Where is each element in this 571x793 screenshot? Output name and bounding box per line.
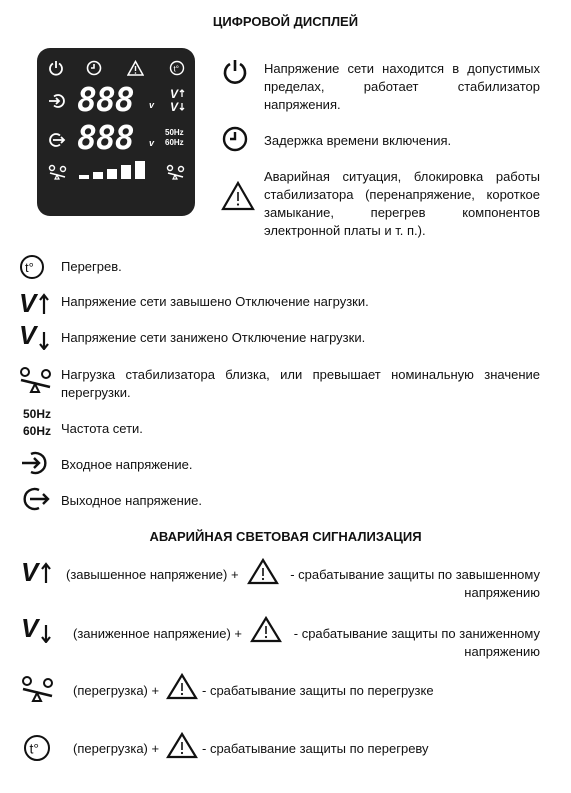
alarm-2-suffix: - срабатывание защиты по заниженному напряжению xyxy=(293,626,540,659)
lcd-unit-bottom: v xyxy=(149,138,155,148)
lcd-digits-bottom: 888 xyxy=(77,118,134,157)
svg-text:t°: t° xyxy=(29,740,39,757)
alarm-1-suffix: - срабатывание защиты по завышенному напряжению xyxy=(290,567,540,600)
lcd-display xyxy=(37,48,195,216)
voltage-down-icon xyxy=(21,615,53,643)
list-item-output-voltage: Выходное напряжение. xyxy=(61,493,202,508)
warning-icon xyxy=(166,673,198,700)
warning-icon xyxy=(250,616,282,643)
load-bar-3 xyxy=(107,169,117,179)
svg-text:V: V xyxy=(170,100,179,113)
voltage-up-icon xyxy=(21,557,53,585)
thermometer-icon xyxy=(169,60,185,76)
input-icon xyxy=(48,93,66,109)
thermometer-icon xyxy=(23,734,51,762)
alarm-3-suffix: - срабатывание защиты по перегрузке xyxy=(202,683,434,698)
right-item-2-text: Задержка времени включения. xyxy=(264,133,452,148)
voltage-up-down-icon xyxy=(170,87,186,113)
warning-icon xyxy=(166,732,198,759)
power-icon xyxy=(48,60,64,76)
right-item-3-text: Аварийная ситуация, блокировка работы стабилизатора (перенапряжение, короткое замыкание, перегрев компонентов электронной платы и т. п.). xyxy=(264,169,540,238)
hz-60-label: 60Hz xyxy=(23,424,52,438)
right-item-1-text: Напряжение сети находится в допустимых пределах, работает стабилизатор напряжения. xyxy=(264,61,540,112)
svg-text:V: V xyxy=(19,322,37,350)
list-item-voltage-low: Напряжение сети занижено Отключение нагрузки. xyxy=(61,330,366,345)
clock-icon xyxy=(86,60,102,76)
alarm-1-prefix: (завышенное напряжение) + xyxy=(66,567,239,582)
overload-icon xyxy=(47,164,67,180)
hz-50-label: 50Hz xyxy=(23,407,52,421)
overload-icon xyxy=(19,674,55,702)
svg-text:V: V xyxy=(170,87,179,101)
load-bar-1 xyxy=(79,175,89,179)
list-item-overload: Нагрузка стабилизатора близка, или превышает номинальную значение перегрузки. xyxy=(61,367,540,400)
alarm-4-suffix: - срабатывание защиты по перегреву xyxy=(202,741,429,756)
output-icon xyxy=(48,132,66,148)
warning-icon xyxy=(247,558,279,585)
display-title: ЦИФРОВОЙ ДИСПЛЕЙ xyxy=(212,14,359,29)
power-icon xyxy=(221,58,249,86)
lcd-digits-top: 888 xyxy=(77,80,134,119)
list-item-voltage-high: Напряжение сети завышено Отключение нагрузки. xyxy=(61,294,369,309)
alarm-4-prefix: (перегрузка) + xyxy=(73,741,160,756)
warning-icon xyxy=(127,60,144,76)
alarm-2-prefix: (заниженное напряжение) + xyxy=(73,626,243,641)
lcd-hz-60: 60Hz xyxy=(165,138,184,147)
voltage-down-icon xyxy=(19,322,51,350)
list-item-frequency: Частота сети. xyxy=(61,421,143,436)
overload-icon xyxy=(17,365,53,393)
svg-text:V: V xyxy=(19,288,37,316)
load-bar-5 xyxy=(135,161,145,179)
svg-text:t°: t° xyxy=(25,260,34,275)
lcd-unit-top: v xyxy=(149,100,155,110)
input-icon xyxy=(20,450,50,476)
voltage-up-icon xyxy=(19,288,51,316)
svg-text:t°: t° xyxy=(173,64,179,74)
alarm-title: АВАРИЙНАЯ СВЕТОВАЯ СИГНАЛИЗАЦИЯ xyxy=(149,529,422,544)
warning-icon xyxy=(221,181,255,211)
lcd-hz-50: 50Hz xyxy=(165,128,184,137)
clock-icon xyxy=(221,125,249,153)
list-item-input-voltage: Входное напряжение. xyxy=(61,457,193,472)
output-icon xyxy=(20,486,50,512)
load-bar-4 xyxy=(121,165,131,179)
thermometer-icon xyxy=(19,254,45,280)
svg-text:V: V xyxy=(21,615,39,643)
load-bar-2 xyxy=(93,172,103,179)
overload-icon-right xyxy=(165,164,185,180)
svg-text:V: V xyxy=(21,557,39,585)
list-item-overheat: Перегрев. xyxy=(61,259,122,274)
alarm-3-prefix: (перегрузка) + xyxy=(73,683,160,698)
